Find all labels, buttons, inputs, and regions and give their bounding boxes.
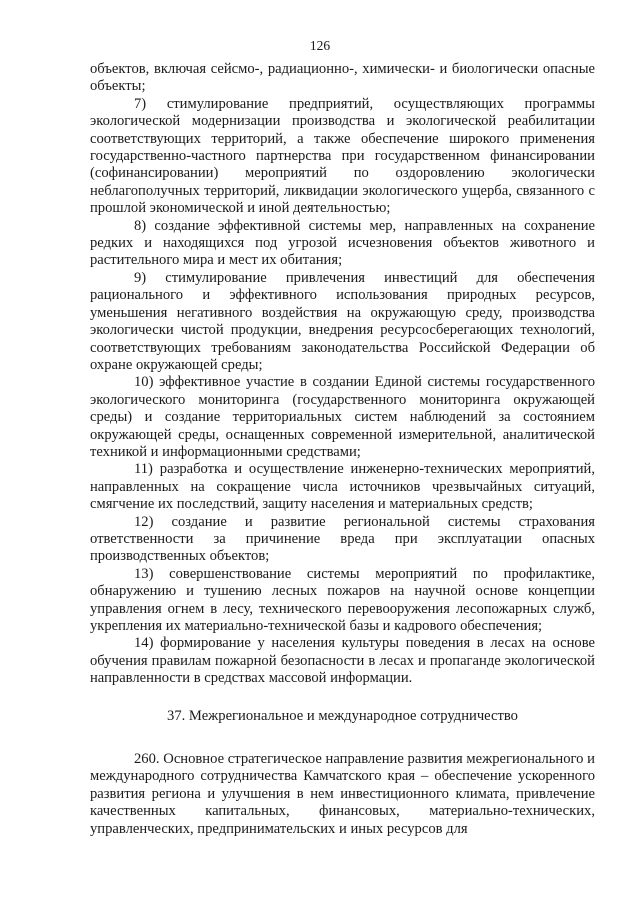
list-item-12: 12) создание и развитие региональной системы страхования ответственности за причинение вреда при эксплуатации опасных производственных объектов; [90, 513, 595, 565]
paragraph-260: 260. Основное стратегическое направление развития межрегионального и международного сотрудничества Камчатского края – обеспечение ускоренного развития региона и улучшения в нем инвестиционного климата, привлечение качественных капитальных, финансовых, материально-технических, управленческих, предпринимательских и иных ресурсов для [90, 751, 595, 837]
list-item-8: 8) создание эффективной системы мер, направленных на сохранение редких и находящихся под угрозой исчезновения объектов животного и растительного мира и мест их обитания; [90, 217, 595, 269]
document-body [90, 61, 595, 838]
paragraph-continuation: объектов, включая сейсмо-, радиационно-, химически- и биологически опасные объекты; [90, 61, 595, 95]
list-item-13: 13) совершенствование системы мероприятий по профилактике, обнаружению и тушению лесных пожаров на научной основе концепции управления огнем в лесу, технического перевооружения лесопожарных служб, укрепления их материально-технической базы и кадрового обеспечения; [90, 565, 595, 634]
page-number: 126 [309, 38, 331, 53]
list-item-11: 11) разработка и осуществление инженерно-технических мероприятий, направленных на сокращение числа источников чрезвычайных ситуаций, смягчение их последствий, защиту населения и материальных средств; [90, 461, 595, 513]
section-heading: 37. Межрегиональное и международное сотрудничество [167, 707, 518, 724]
list-item-14: 14) формирование у населения культуры поведения в лесах на основе обучения правилам пожарной безопасности в лесах и пропаганде экологической направленности в средствах массовой информации. [90, 635, 595, 687]
list-item-9: 9) стимулирование привлечения инвестиций для обеспечения рационального и эффективного использования природных ресурсов, уменьшения негативного воздействия на окружающую среду, производства экологически чистой продукции, внедрения ресурсосберегающих технологий, соответствующих требованиям законодательства Российской Федерации об охране окружающей среды; [90, 269, 595, 373]
list-item-7: 7) стимулирование предприятий, осуществляющих программы экологической модернизации производства и экологической реабилитации соответствующих территорий, а также обеспечение широкого применения государственно-частного партнерства при государственном финансировании (софинансировании) мероприятий по оздоровлению экологически неблагополучных территорий, ликвидации экологического ущерба, связанного с прошлой экономической и иной деятельностью; [90, 95, 595, 217]
list-item-10: 10) эффективное участие в создании Единой системы государственного экологического мониторинга (государственного мониторинга окружающей среды) и создание территориальных систем наблюдений за состоянием окружающей среды, оснащенных современной измерительной, аналитической техникой и информационными средствами; [90, 374, 595, 460]
